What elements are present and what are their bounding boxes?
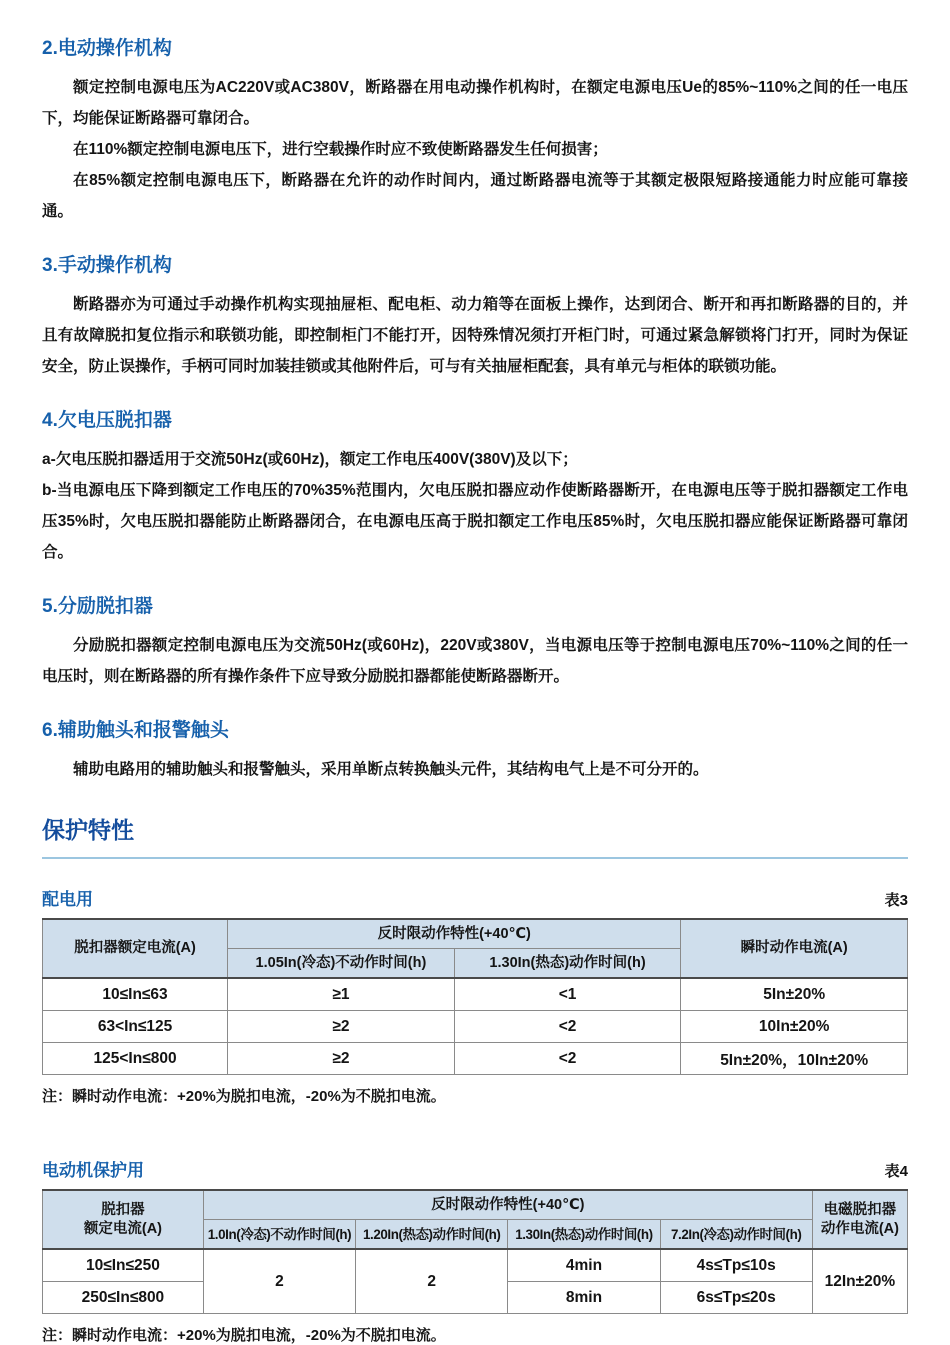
section-heading: 6.辅助触头和报警触头 (42, 720, 229, 741)
body-paragraph: 额定控制电源电压为AC220V或AC380V，断路器在用电动操作机构时，在额定电源电压Ue的85%~110%之间的任一电压下，均能保证断路器可靠闭合。 (42, 79, 908, 127)
data-cell: ≥2 (228, 1011, 455, 1043)
data-cell: 6s≤Tp≤20s (660, 1282, 812, 1314)
data-cell-merged: 2 (203, 1249, 355, 1314)
header-cell-magnetic-release (812, 1190, 907, 1249)
data-cell: 10≤In≤63 (43, 978, 228, 1011)
body-paragraph: 辅助电路用的辅助触头和报警触头，采用单断点转换触头元件，其结构电气上是不可分开的。 (73, 761, 709, 778)
data-cell-merged: 2 (356, 1249, 508, 1314)
document-page (42, 36, 908, 1345)
data-cell: 250≤In≤800 (43, 1282, 204, 1314)
table4-caption-row (42, 1156, 908, 1181)
table3-tag: 表3 (884, 892, 908, 909)
table3-caption: 配电用 (42, 890, 93, 909)
section-undervoltage-release (42, 408, 908, 568)
data-cell: 10≤In≤250 (43, 1249, 204, 1282)
section-heading: 2.电动操作机构 (42, 38, 172, 59)
data-cell: ≥1 (228, 978, 455, 1011)
data-cell: 5In±20%，10In±20% (681, 1043, 908, 1075)
section-auxiliary-contacts (42, 718, 908, 785)
table4-tag: 表4 (884, 1163, 908, 1180)
protection-title: 保护特性 (42, 815, 908, 859)
data-cell: 125<In≤800 (43, 1043, 228, 1075)
data-cell: 8min (508, 1282, 660, 1314)
table3-note: 注：瞬时动作电流：+20%为脱扣电流，-20%为不脱扣电流。 (42, 1088, 446, 1105)
header-cell-rated-current (43, 1190, 204, 1249)
header-cell-rated-current: 脱扣器额定电流(A) (43, 919, 228, 978)
data-cell: ≥2 (228, 1043, 455, 1075)
table-row (43, 1249, 908, 1282)
data-cell: <2 (454, 1043, 681, 1075)
table-row (43, 1043, 908, 1075)
section-shunt-release (42, 594, 908, 692)
section-heading: 4.欠电压脱扣器 (42, 410, 172, 431)
body-paragraph: b-当电源电压下降到额定工作电压的70%35%范围内，欠电压脱扣器应动作使断路器断开，在电源电压等于脱扣器额定工作电压35%时，欠电压脱扣器能防止断路器闭合，在电源电压高于脱扣额定工作电压85%时，欠电压脱扣器应能保证断路器可靠闭合。 (42, 482, 908, 561)
header-cell-cold-no-trip: 1.05In(冷态)不动作时间(h) (228, 949, 455, 979)
header-line: 额定电流(A) (83, 1220, 162, 1237)
header-cell-hot-trip: 1.30In(热态)动作时间(h) (454, 949, 681, 979)
section-manual-operation (42, 253, 908, 382)
distribution-protection-table (42, 918, 908, 1075)
body-paragraph: 在110%额定控制电源电压下，进行空载操作时应不致使断路器发生任何损害； (73, 141, 608, 158)
body-paragraph: 在85%额定控制电源电压下，断路器在允许的动作时间内，通过断路器电流等于其额定极限短路接通能力时应能可靠接通。 (42, 172, 908, 220)
body-paragraph: a-欠电压脱扣器适用于交流50Hz(或60Hz)，额定工作电压400V(380V)及以下； (42, 451, 578, 468)
body-paragraph: 分励脱扣器额定控制电源电压为交流50Hz(或60Hz)，220V或380V，当电源电压等于控制电源电压70%~110%之间的任一电压时，则在断路器的所有操作条件下应导致分励脱扣器都能使断路器断开。 (42, 637, 908, 685)
header-cell-hot-trip-130: 1.30In(热态)动作时间(h) (508, 1220, 660, 1250)
header-line: 电磁脱扣器 (823, 1201, 897, 1218)
data-cell: 4s≤Tp≤10s (660, 1249, 812, 1282)
data-cell: <2 (454, 1011, 681, 1043)
header-cell-instantaneous-current: 瞬时动作电流(A) (681, 919, 908, 978)
table3-caption-row (42, 885, 908, 910)
data-cell: 10In±20% (681, 1011, 908, 1043)
header-cell-cold-no-trip: 1.0In(冷态)不动作时间(h) (203, 1220, 355, 1250)
data-cell: 5In±20% (681, 978, 908, 1011)
section-electric-operation (42, 36, 908, 227)
table4-note: 注：瞬时动作电流：+20%为脱扣电流，-20%为不脱扣电流。 (42, 1327, 446, 1344)
data-cell: 4min (508, 1249, 660, 1282)
table-row (43, 978, 908, 1011)
data-cell: 63<In≤125 (43, 1011, 228, 1043)
body-paragraph: 断路器亦为可通过手动操作机构实现抽屉柜、配电柜、动力箱等在面板上操作，达到闭合、断开和再扣断路器的目的，并且有故障脱扣复位指示和联锁功能，即控制柜门不能打开，因特殊情况须打开柜门时，可通过紧急解锁将门打开，同时为保证安全，防止误操作，手柄可同时加装挂锁或其他附件后，可与有关抽屉柜配套，具有单元与柜体的联锁功能。 (42, 296, 908, 375)
table4-caption: 电动机保护用 (42, 1161, 144, 1180)
table-row (43, 1011, 908, 1043)
data-cell: <1 (454, 978, 681, 1011)
header-cell-inverse-time-group: 反时限动作特性(+40℃) (203, 1190, 812, 1220)
section-heading: 3.手动操作机构 (42, 255, 172, 276)
section-heading: 5.分励脱扣器 (42, 596, 153, 617)
header-line: 动作电流(A) (820, 1220, 899, 1237)
data-cell-merged: 12In±20% (812, 1249, 907, 1314)
header-cell-cold-trip-72: 7.2In(冷态)动作时间(h) (660, 1220, 812, 1250)
motor-protection-table (42, 1189, 908, 1314)
header-line: 脱扣器 (101, 1201, 145, 1218)
header-cell-hot-trip-120: 1.20In(热态)动作时间(h) (356, 1220, 508, 1250)
header-cell-inverse-time-group: 反时限动作特性(+40℃) (228, 919, 681, 949)
